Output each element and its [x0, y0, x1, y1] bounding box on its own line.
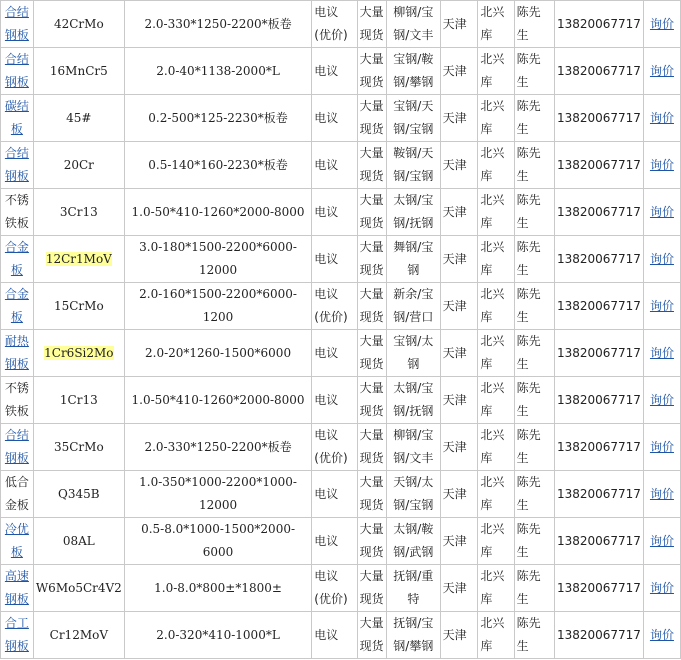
stock-cell: 大量现货: [357, 236, 387, 283]
category-link[interactable]: 合结钢板: [4, 5, 29, 42]
price-cell: 电议: [312, 612, 357, 659]
inquire-cell: [643, 330, 680, 377]
material-cell: [33, 377, 124, 424]
contact-cell: 陈先生: [514, 424, 554, 471]
inquire-link[interactable]: 询价: [649, 439, 674, 454]
material-grade: Cr12MoV: [49, 627, 109, 642]
category-link[interactable]: 冷优板: [4, 522, 29, 559]
material-grade: 20Cr: [63, 157, 94, 172]
city-cell: 天津: [440, 330, 478, 377]
price-cell: 电议(优价): [312, 1, 357, 48]
phone-cell: 13820067717: [554, 471, 643, 518]
stock-cell: 大量现货: [357, 612, 387, 659]
inquire-cell: [643, 95, 680, 142]
city-cell: 天津: [440, 518, 478, 565]
category-cell: [1, 565, 34, 612]
mill-cell: 舞钢/宝钢: [387, 236, 441, 283]
warehouse-cell: 北兴库: [478, 612, 514, 659]
category-link[interactable]: 合金板: [4, 287, 29, 324]
category-cell: [1, 471, 34, 518]
price-cell: 电议: [312, 471, 357, 518]
stock-cell: 大量现货: [357, 424, 387, 471]
phone-cell: 13820067717: [554, 48, 643, 95]
price-cell: 电议: [312, 518, 357, 565]
inquire-link[interactable]: 询价: [649, 345, 674, 360]
table-row: [1, 612, 681, 659]
spec-cell: 1.0-50*410-1260*2000-8000: [124, 377, 311, 424]
phone-cell: 13820067717: [554, 424, 643, 471]
stock-cell: 大量现货: [357, 471, 387, 518]
table-row: [1, 471, 681, 518]
material-cell: [33, 330, 124, 377]
table-row: [1, 377, 681, 424]
phone-cell: 13820067717: [554, 377, 643, 424]
inquire-cell: [643, 518, 680, 565]
inquire-cell: [643, 471, 680, 518]
contact-cell: 陈先生: [514, 189, 554, 236]
phone-cell: 13820067717: [554, 518, 643, 565]
inquire-link[interactable]: 询价: [649, 392, 674, 407]
material-grade: 12Cr1MoV: [45, 251, 112, 266]
warehouse-cell: 北兴库: [478, 142, 514, 189]
inquire-link[interactable]: 询价: [649, 298, 674, 313]
warehouse-cell: 北兴库: [478, 1, 514, 48]
material-cell: [33, 424, 124, 471]
mill-cell: 新余/宝钢/营口: [387, 283, 441, 330]
table-row: [1, 424, 681, 471]
category-cell: [1, 612, 34, 659]
phone-cell: 13820067717: [554, 236, 643, 283]
phone-cell: 13820067717: [554, 95, 643, 142]
mill-cell: 宝钢/鞍钢/攀钢: [387, 48, 441, 95]
inquire-link[interactable]: 询价: [649, 251, 674, 266]
warehouse-cell: 北兴库: [478, 283, 514, 330]
material-cell: [33, 1, 124, 48]
spec-cell: 0.2-500*125-2230*板卷: [124, 95, 311, 142]
stock-cell: 大量现货: [357, 95, 387, 142]
category-cell: [1, 518, 34, 565]
inquire-cell: [643, 142, 680, 189]
table-row: [1, 236, 681, 283]
city-cell: 天津: [440, 1, 478, 48]
inquire-link[interactable]: 询价: [649, 63, 674, 78]
stock-cell: 大量现货: [357, 283, 387, 330]
inquire-link[interactable]: 询价: [649, 533, 674, 548]
contact-cell: 陈先生: [514, 330, 554, 377]
contact-cell: 陈先生: [514, 95, 554, 142]
contact-cell: 陈先生: [514, 565, 554, 612]
material-grade: 15CrMo: [53, 298, 104, 313]
price-cell: 电议: [312, 95, 357, 142]
spec-cell: 0.5-140*160-2230*板卷: [124, 142, 311, 189]
mill-cell: 太钢/宝钢/抚钢: [387, 377, 441, 424]
spec-cell: 2.0-330*1250-2200*板卷: [124, 424, 311, 471]
spec-cell: 0.5-8.0*1000-1500*2000-6000: [124, 518, 311, 565]
stock-cell: 大量现货: [357, 1, 387, 48]
material-grade: W6Mo5Cr4V2: [35, 580, 122, 595]
stock-cell: 大量现货: [357, 377, 387, 424]
city-cell: 天津: [440, 142, 478, 189]
table-row: [1, 95, 681, 142]
price-cell: 电议(优价): [312, 565, 357, 612]
table-row: [1, 189, 681, 236]
category-cell: [1, 142, 34, 189]
city-cell: 天津: [440, 424, 478, 471]
category-label: 不锈铁板: [4, 193, 29, 230]
inquire-link[interactable]: 询价: [649, 110, 674, 125]
contact-cell: 陈先生: [514, 48, 554, 95]
inquire-cell: [643, 236, 680, 283]
contact-cell: 陈先生: [514, 142, 554, 189]
table-row: [1, 283, 681, 330]
price-cell: 电议(优价): [312, 283, 357, 330]
inquire-cell: [643, 1, 680, 48]
inquire-cell: [643, 377, 680, 424]
spec-cell: 2.0-160*1500-2200*6000-1200: [124, 283, 311, 330]
inquire-cell: [643, 283, 680, 330]
price-cell: 电议: [312, 48, 357, 95]
price-cell: 电议: [312, 377, 357, 424]
table-row: [1, 142, 681, 189]
spec-cell: 3.0-180*1500-2200*6000-12000: [124, 236, 311, 283]
material-cell: [33, 612, 124, 659]
city-cell: 天津: [440, 48, 478, 95]
stock-cell: 大量现货: [357, 189, 387, 236]
warehouse-cell: 北兴库: [478, 48, 514, 95]
city-cell: 天津: [440, 565, 478, 612]
stock-cell: 大量现货: [357, 142, 387, 189]
inquire-link[interactable]: 询价: [649, 486, 674, 501]
price-cell: 电议: [312, 189, 357, 236]
mill-cell: 抚钢/重特: [387, 565, 441, 612]
category-link[interactable]: 碳结板: [4, 99, 29, 136]
contact-cell: 陈先生: [514, 236, 554, 283]
price-cell: 电议: [312, 142, 357, 189]
category-cell: [1, 95, 34, 142]
warehouse-cell: 北兴库: [478, 236, 514, 283]
category-link[interactable]: 耐热钢板: [4, 334, 29, 371]
city-cell: 天津: [440, 612, 478, 659]
contact-cell: 陈先生: [514, 283, 554, 330]
contact-cell: 陈先生: [514, 1, 554, 48]
mill-cell: 抚钢/宝钢/攀钢: [387, 612, 441, 659]
price-cell: 电议: [312, 236, 357, 283]
warehouse-cell: 北兴库: [478, 330, 514, 377]
warehouse-cell: 北兴库: [478, 377, 514, 424]
table-row: [1, 330, 681, 377]
inquire-link[interactable]: 询价: [649, 157, 674, 172]
phone-cell: 13820067717: [554, 283, 643, 330]
category-cell: [1, 1, 34, 48]
warehouse-cell: 北兴库: [478, 189, 514, 236]
category-cell: [1, 424, 34, 471]
category-link[interactable]: 合金板: [4, 240, 29, 277]
material-grade: 16MnCr5: [49, 63, 108, 78]
material-cell: [33, 189, 124, 236]
spec-cell: 2.0-330*1250-2200*板卷: [124, 1, 311, 48]
mill-cell: 柳钢/宝钢/文丰: [387, 424, 441, 471]
inquire-link[interactable]: 询价: [649, 16, 674, 31]
category-cell: [1, 48, 34, 95]
material-cell: [33, 283, 124, 330]
warehouse-cell: 北兴库: [478, 471, 514, 518]
material-cell: [33, 518, 124, 565]
warehouse-cell: 北兴库: [478, 424, 514, 471]
material-grade: 45#: [66, 110, 92, 125]
category-label: 低合金板: [4, 475, 29, 512]
price-cell: 电议(优价): [312, 424, 357, 471]
inquire-cell: [643, 189, 680, 236]
city-cell: 天津: [440, 283, 478, 330]
spec-cell: 2.0-320*410-1000*L: [124, 612, 311, 659]
stock-cell: 大量现货: [357, 48, 387, 95]
price-cell: 电议: [312, 330, 357, 377]
mill-cell: 宝钢/天钢/宝钢: [387, 95, 441, 142]
contact-cell: 陈先生: [514, 471, 554, 518]
material-grade: Q345B: [58, 486, 100, 501]
table-row: [1, 518, 681, 565]
phone-cell: 13820067717: [554, 1, 643, 48]
inquire-cell: [643, 424, 680, 471]
category-label: 不锈铁板: [4, 381, 29, 418]
material-grade: 1Cr13: [59, 392, 98, 407]
inquire-link[interactable]: 询价: [649, 627, 674, 642]
mill-cell: 太钢/鞍钢/武钢: [387, 518, 441, 565]
stock-cell: 大量现货: [357, 330, 387, 377]
table-row: [1, 48, 681, 95]
city-cell: 天津: [440, 471, 478, 518]
material-cell: [33, 471, 124, 518]
material-cell: [33, 236, 124, 283]
material-cell: [33, 142, 124, 189]
phone-cell: 13820067717: [554, 565, 643, 612]
warehouse-cell: 北兴库: [478, 518, 514, 565]
category-cell: [1, 377, 34, 424]
spec-cell: 1.0-8.0*800±*1800±: [124, 565, 311, 612]
spec-cell: 1.0-350*1000-2200*1000-12000: [124, 471, 311, 518]
spec-cell: 1.0-50*410-1260*2000-8000: [124, 189, 311, 236]
table-row: [1, 1, 681, 48]
mill-cell: 宝钢/太钢: [387, 330, 441, 377]
stock-cell: 大量现货: [357, 518, 387, 565]
inquire-link[interactable]: 询价: [649, 580, 674, 595]
mill-cell: 太钢/宝钢/抚钢: [387, 189, 441, 236]
category-link[interactable]: 合结钢板: [4, 52, 29, 89]
contact-cell: 陈先生: [514, 377, 554, 424]
mill-cell: 鞍钢/天钢/宝钢: [387, 142, 441, 189]
category-cell: [1, 283, 34, 330]
category-cell: [1, 189, 34, 236]
inquire-cell: [643, 48, 680, 95]
category-link[interactable]: 高速钢板: [4, 569, 29, 606]
stock-cell: 大量现货: [357, 565, 387, 612]
phone-cell: 13820067717: [554, 142, 643, 189]
category-link[interactable]: 合结钢板: [4, 146, 29, 183]
material-grade: 42CrMo: [53, 16, 104, 31]
material-cell: [33, 48, 124, 95]
mill-cell: 柳钢/宝钢/文丰: [387, 1, 441, 48]
contact-cell: 陈先生: [514, 612, 554, 659]
warehouse-cell: 北兴库: [478, 95, 514, 142]
material-grade: 35CrMo: [53, 439, 104, 454]
city-cell: 天津: [440, 236, 478, 283]
spec-cell: 2.0-20*1260-1500*6000: [124, 330, 311, 377]
inquire-cell: [643, 612, 680, 659]
phone-cell: 13820067717: [554, 189, 643, 236]
city-cell: 天津: [440, 377, 478, 424]
phone-cell: 13820067717: [554, 612, 643, 659]
category-link[interactable]: 合结钢板: [4, 428, 29, 465]
material-grade: 08AL: [62, 533, 95, 548]
inquire-cell: [643, 565, 680, 612]
material-cell: [33, 95, 124, 142]
city-cell: 天津: [440, 189, 478, 236]
material-cell: [33, 565, 124, 612]
warehouse-cell: 北兴库: [478, 565, 514, 612]
contact-cell: 陈先生: [514, 518, 554, 565]
inquire-link[interactable]: 询价: [649, 204, 674, 219]
category-cell: [1, 330, 34, 377]
spec-cell: 2.0-40*1138-2000*L: [124, 48, 311, 95]
material-grade: 3Cr13: [59, 204, 98, 219]
category-cell: [1, 236, 34, 283]
table-row: [1, 565, 681, 612]
mill-cell: 天钢/太钢/宝钢: [387, 471, 441, 518]
category-link[interactable]: 合工钢板: [4, 616, 29, 653]
city-cell: 天津: [440, 95, 478, 142]
phone-cell: 13820067717: [554, 330, 643, 377]
material-grade: 1Cr6Si2Mo: [44, 345, 114, 360]
